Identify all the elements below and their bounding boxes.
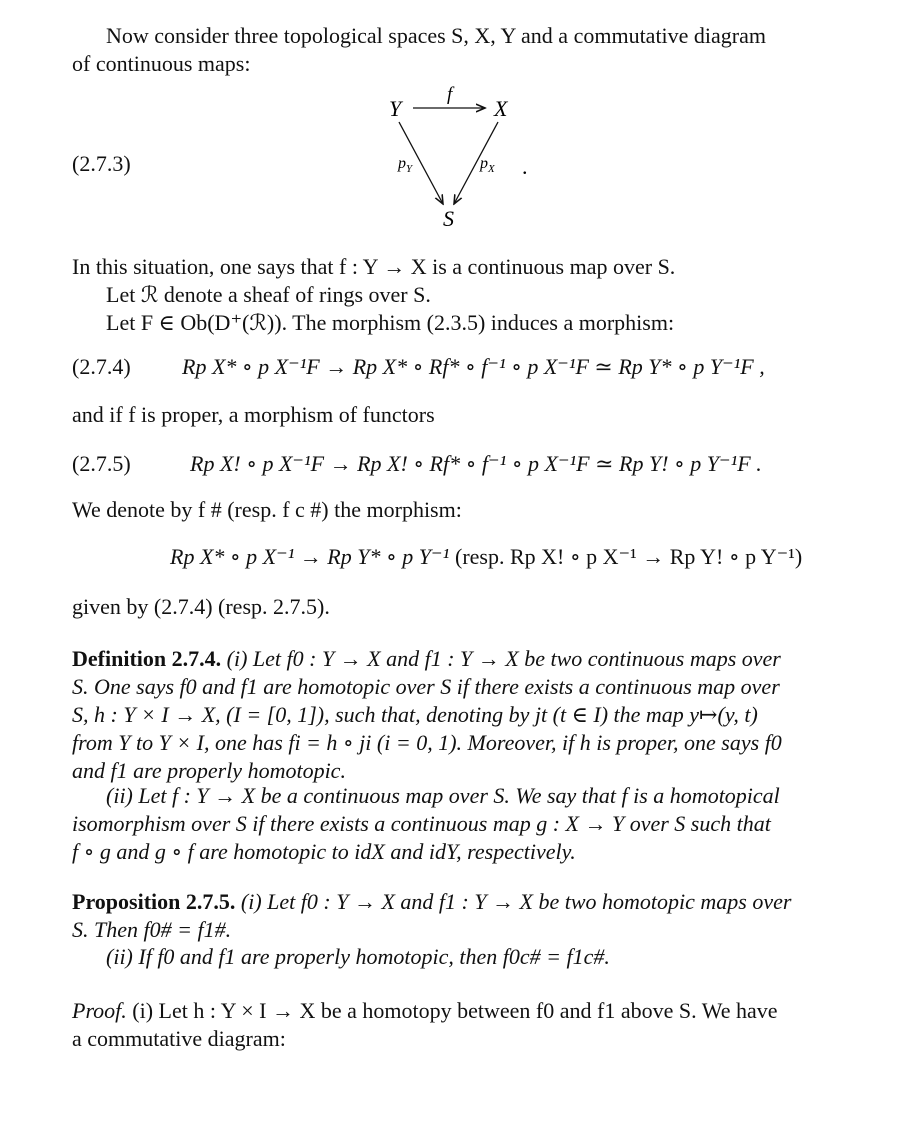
situation-line-2: Let ℛ denote a sheaf of rings over S. [106, 282, 431, 307]
definition-text-2: S. One says f0 and f1 are homotopic over S if there exists a continuous map over [72, 674, 780, 699]
eq-274-body: Rp X* ∘ p X⁻¹F → Rp X* ∘ Rf* ∘ f⁻¹ ∘ p X⁻¹F ≃ Rp Y* ∘ p Y⁻¹F , [182, 354, 765, 379]
arrow-px-label: $p_X$ [480, 155, 495, 175]
arrow-f-label: f [447, 84, 453, 105]
proposition-text-1: (i) Let f0 : Y → X and f1 : Y → X be two homotopic maps over [240, 889, 792, 914]
definition-heading: Definition 2.7.4. [72, 646, 222, 671]
definition-text-6: (ii) Let f : Y → X be a continuous map over S. We say that f is a homotopical [106, 783, 780, 808]
definition-text-1: (i) Let f0 : Y → X and f1 : Y → X be two continuous maps over [226, 646, 781, 671]
node-y: Y [389, 96, 402, 121]
definition-line-1 [72, 645, 781, 673]
eq-275-body: Rp X! ∘ p X⁻¹F → Rp X! ∘ Rf* ∘ f⁻¹ ∘ p X⁻¹F ≃ Rp Y! ∘ p Y⁻¹F . [190, 451, 762, 476]
denote-line: We denote by f # (resp. f c #) the morphism: [72, 497, 462, 522]
arrow-py-label: $p_Y$ [398, 155, 413, 175]
proposition-line-1 [72, 888, 791, 916]
morphism-left: Rp X* ∘ p X⁻¹ → Rp Y* ∘ p Y⁻¹ [170, 544, 450, 569]
situation-line-3: Let F ∈ Ob(D⁺(ℛ)). The morphism (2.3.5) induces a morphism: [106, 310, 675, 335]
proof-text-1: (i) Let h : Y × I → X be a homotopy between f0 and f1 above S. We have [132, 998, 778, 1023]
proposition-text-2: S. Then f0# = f1#. [72, 917, 232, 942]
situation-line-1: In this situation, one says that f : Y → X is a continuous map over S. [72, 254, 676, 279]
diagram-label: (2.7.3) [72, 151, 131, 176]
diagram-trailing-period: . [522, 154, 528, 179]
definition-text-3: S, h : Y × I → X, (I = [0, 1]), such that, denoting by jt (t ∈ I) the map y↦(y, t) [72, 702, 758, 727]
proof-text-2: a commutative diagram: [72, 1026, 286, 1051]
eq-275-label: (2.7.5) [72, 451, 131, 476]
proposition-heading: Proposition 2.7.5. [72, 889, 236, 914]
node-x: X [494, 96, 508, 121]
commutative-diagram [370, 80, 560, 240]
definition-text-8: f ∘ g and g ∘ f are homotopic to idX and idY, respectively. [72, 839, 576, 864]
node-s: S [443, 206, 454, 231]
given-line: given by (2.7.4) (resp. 2.7.5). [72, 594, 330, 619]
proposition-text-3: (ii) If f0 and f1 are properly homotopic, then f0c# = f1c#. [106, 944, 610, 969]
proof-line-1 [72, 997, 778, 1025]
intro-line-1: Now consider three topological spaces S, X, Y and a commutative diagram [106, 23, 767, 48]
morphism-right: (resp. Rp X! ∘ p X⁻¹ → Rp Y! ∘ p Y⁻¹) [455, 544, 803, 569]
intro-line-2: of continuous maps: [72, 51, 251, 76]
definition-text-5: and f1 are properly homotopic. [72, 758, 346, 783]
proof-heading: Proof. [72, 998, 127, 1023]
definition-text-7: isomorphism over S if there exists a continuous map g : X → Y over S such that [72, 811, 771, 836]
eq-274-label: (2.7.4) [72, 354, 131, 379]
definition-text-4: from Y to Y × I, one has fi = h ∘ ji (i = 0, 1). Moreover, if h is proper, one says f0 [72, 730, 782, 755]
proper-line: and if f is proper, a morphism of functors [72, 402, 435, 427]
